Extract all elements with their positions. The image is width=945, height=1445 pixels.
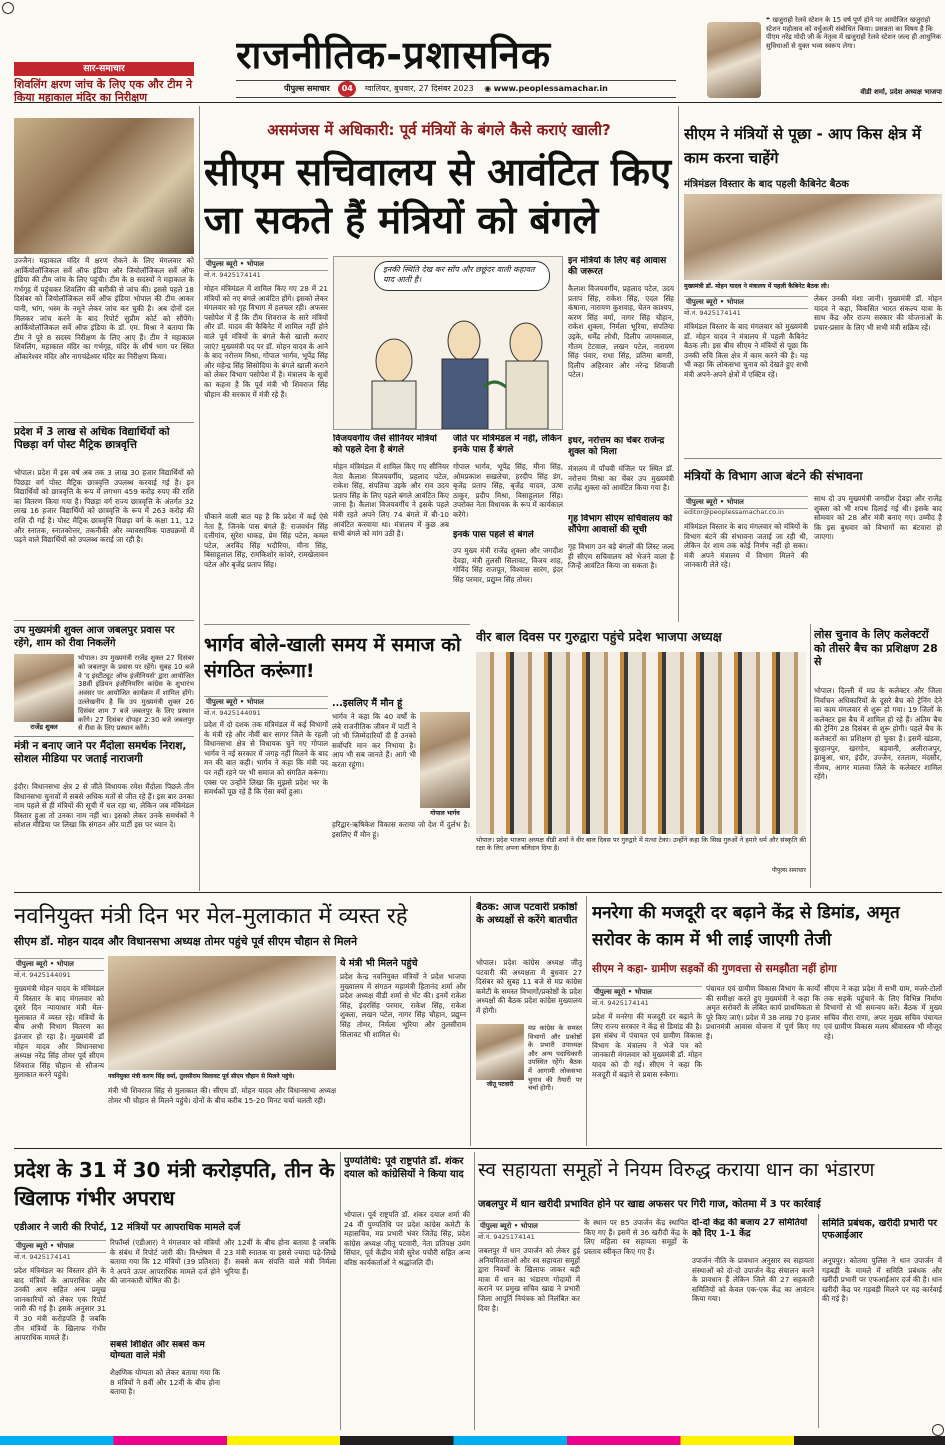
portfolio-email: editor@peoplessamachar.co.in [684,508,784,516]
bhargav-quote-title: ...इसलिए मैं मौन हूं [332,698,403,709]
print-color-bar [0,1436,945,1445]
mnrega-body: प्रदेश में मनरेगा की मजदूरी दर बढ़ाने के लिए राज्य सरकार ने केंद्र से डिमांड की है। इस संबंध में पंचायत एवं ग्रामीण विकास विभाग के मंत्रालय ने भेजे पत्र को जानकारी मंगलवार को मुख्यमंत्री डॉ. मोहन यादव को दी गई। सीएम ने कहा कि मजदूरी में बढ़ाने से प्रवास रुकेगा। [592,1012,702,1079]
shukla-text: भोपाल। उप मुख्यमंत्री राजेंद्र शुक्ल 27 दिसंबर को जबलपुर के प्रवास पर रहेंगे। सुबह 10 बजे वे 'द इंस्टीट्यूट ऑफ इंजीनियर्स' द्वारा आयोजित 38वीं इंडियन इंजीनियरिंग कांग्रेस के शुभारंभ अवसर पर आयोजित कार्यक्रम में शामिल होंगे। उल्लेखनीय है कि उप मुख्यमंत्री शुक्ल 26 दिसंबर शाम 7 बजे जबलपुर के लिए प्रस्थान करेंगे। 27 दिसंबर दोपहर 2:30 बजे जबलपुर से रीवा के लिए प्रस्थान करेंगे। [78,654,194,733]
new-minister-byline: पीपुल्स ब्यूरो • भोपाल [14,958,104,971]
sub2-text: गोपाल भार्गव, भूपेंद्र सिंह, मीना सिंह, ओमप्रकाश सखलेचा, हरदीप सिंह डंग, बृजेंद्र प्रताप सिंह, बृजेंद्र यादव, ऊषा ठाकुर, प्रदीप मिश्रा, विसाहूलाल सिंह। उपरोक्त नेता विधायक के रूप में कार्यकाल करेंगे। [453,462,563,519]
cabinet-byline: पीपुल्स ब्यूरो • भोपाल [684,296,808,309]
right-sub2-headline: इधर, नरोत्तम का चेंबर राजेन्द्र शुक्ल को मिला [568,436,665,457]
lead-brief-text: उज्जैन। महाकाल मंदिर में क्षरण रोकने के लिए मंगलवार को आर्कियोलॉजिकल सर्वे ऑफ इंडिया और जियोलॉजिकल सर्वे ऑफ इंडिया की टीम जांच के लिए पहुंची। टीम के 8 सदस्यों ने महाकाल के गर्भगृह में पहुंचकर शिवलिंग की बारीकी से जांच की। इससे पहले 18 दिसंबर को जियोलॉजिकल सर्वे ऑफ इंडिया भोपाल की टीम आकर पानी, भांग, भस्म के नमूने लेकर जांच कर चुकी है। अब दोनों दल मिलकर जांच करने के बाद रिपोर्ट सुप्रीम कोर्ट को सौंपेंगे। आर्कियोलॉजिकल सर्वे ऑफ इंडिया के डॉ. एम. मिश्रा ने बताया कि टीम ने पूरे 8 सदस्य निरीक्षण के लिए आए हैं। टीम ने महाकाल शिवलिंग, महाकाल मंदिर का गर्भगृह, मंदिर के शीर्ष भाग पर स्थित ओंकारेश्वर मंदिर और नागचंद्रेश्वर मंदिर का निरीक्षण किया। [14,256,194,361]
ministers-visit-text: प्रदेश केन्द्र नवनियुक्त मंत्रियों ने प्रदेश भाजपा मुख्यालय में संगठन महामंत्री हितानंद शर्मा और प्रदेश अध्यक्ष वीडी शर्मा से भेंट की। इनमें राकेश सिंह, इंदरसिंह परमार, राकेश सिंह, राकेश शुक्ला, लखन पटेल, नागर सिंह चौहान, प्रद्युम्न सिंह तोमर, निर्मला भूरिया और तुलसीराम सिलावट भी शामिल थे। [340,972,466,1039]
crorepati-body: प्रदेश मंत्रिमंडल का विस्तार होने के बाद मंत्रियों के आपराधिक और उनकी आय सहित अन्य प्रमुख जानकारियों को लेकर एक रिपोर्ट जारी की गई है। इसके अनुसार 31 में 30 मंत्री करोड़पति हैं जबकि तीन मंत्रियों के खिलाफ गंभीर आपराधिक मामले हैं। [14,1266,106,1343]
maindola-text: इंदौर। विधानसभा क्षेत्र 2 से जीते विधायक रमेश मैंदोला पिछले तीन विधानसभा चुनावों में सबसे अधिक मतों से जीत रहे हैं। इस बार उनका नाम पहले से ही मंत्रियों की सूची में चल रहा था, लेकिन जब मंत्रिमंडल विस्तार हुआ तो उनका नाम नहीं था। इसको लेकर उनके समर्थकों ने सोशल मीडिया पर लिखा कि संगठन और पार्टी इस पर ध्यान दे। [14,782,194,830]
patwari-body-2: मप्र कांग्रेस के समस्त विभागों और प्रकोष्ठों के प्रभारी उपाध्यक्ष और अन्य पदाधिकारी उपस्थित रहेंगे। बैठक में आगामी लोकसभा चुनाव की तैयारी पर चर्चा होगी। [528,1024,582,1093]
cabinet-body-right: लेकर उनकी मंशा जानी। मुख्यमंत्री डॉ. मोहन यादव ने कहा, विकसित भारत संकल्प यात्रा के साथ केंद्र और राज्य सरकार की योजनाओं के प्रचार-प्रसार के लिए भी सभी मंत्री सक्रिय रहें। [814,294,942,332]
veer-baal-headline: वीर बाल दिवस पर गुरुद्वारा पहुंचे प्रदेश भाजपा अध्यक्ष [476,629,722,644]
new-minister-headline: नवनियुक्त मंत्री दिन भर मेल-मुलाकात में व्यस्त रहे [14,904,408,929]
mnrega-subhead: सीएम ने कहा- ग्रामीण सड़कों की गुणवत्ता से समझौता नहीं होगा [592,963,837,975]
collectors-body: भोपाल। दिल्ली में मप्र के कलेक्टर और जिला निर्वाचन अधिकारियों के दूसरे बैच को ट्रेनिंग देने का काम मंगलवार से शुरू हो गया। 19 जिलों के कलेक्टर इस बैच में शामिल हो रहे हैं। अंतिम बैच की ट्रेनिंग 28 दिसंबर से शुरू होगी। पहले बैच के कलेक्टरों का प्रशिक्षण हो चुका है। इसमें खंडवा, बुरहानपुर, खरगोन, बड़वानी, अलीराजपुर, झाबुआ, धार, इंदौर, उज्जैन, रतलाम, मंदसौर, नीमच, आगर मालवा जिले के कलेक्टर शामिल रहेंगे। [814,686,942,782]
right-sub3-headline: गृह विभाग सीएम सचिवालय को सौंपेगा आवासों की सूची [568,514,673,535]
leader-portrait [707,22,761,98]
shukla-photo [14,654,74,722]
cabinet-caption: मुख्यमंत्री डॉ. मोहन यादव ने मंत्रालय में पहली कैबिनेट बैठक ली। [684,283,830,290]
cabinet-photo [684,194,942,280]
dhaan-body: जबलपुर में धान उपार्जन को लेकर हुई अनियमितताओं और स्व सहायता समूहों द्वारा नियमों के खिलाफ जाकर बड़ी मात्रा में धान का भंडारण गोदामों में कराने पर प्रमुख सचिव खाद्य ने प्रभारी जिला आपूर्ति नियंत्रक को निलंबित कर दिया है। [478,1246,580,1313]
sub3-text: उप मुख्य मंत्री राजेंद्र शुक्ला और जगदीश देवड़ा, मंत्री तुलसी सिलावट, विजय शाह, गोविंद सिंह राजपूत, विश्वास सारंग, इंदर सिंह परमार, प्रद्युम्न सिंह तोमर। [453,546,563,584]
paper-name: पीपुल्स समाचार [284,84,330,93]
sub1-headline: विजयवर्गीय जैसे सीनियर मंत्रियों को पहले देना है बंगले [333,434,437,455]
crorepati-body-2: रिफॉर्म्स (एडीआर) ने मंगलवार को मंत्रियों के संबंध में रिपोर्ट जारी की। विश्लेषण में बताया गया कि 12 मंत्रियों (39 प्रतिशत) ने अपने ऊपर आपराधिक मामले दर्ज होने की जानकारी घोषित की है। [110,1238,220,1286]
dhaan-body-2: के स्थान पर 85 उपार्जन केंद्र स्थापित किए गए हैं। इसमें से 36 खरीदी केंद्र के लिए महिला स्व सहायता समूहों के प्रस्ताव स्वीकृत किए गए हैं। [584,1218,688,1256]
cabinet-mobile: मो.नं. 9425174141 [684,309,741,317]
dhaan-headline: स्व सहायता समूहों ने नियम विरुद्ध कराया धान का भंडारण [478,1159,875,1181]
new-minister-body-2: मंत्री भी शिवराज सिंह से मुलाकात की। सीएम डॉ. मोहन यादव और विधानसभा अध्यक्ष तोमर भी चौहान से मिलने पहुंचे। दोनों के बीच करीब 15-20 मिनट चर्चा चलती रही। [108,1086,336,1105]
veer-baal-photo [476,652,806,834]
educated-text: शैक्षणिक योग्यता को लेकर बताया गया कि 8 मंत्रियों ने 8वीं और 12वीं के बीच होना बताया है। [110,1368,220,1397]
right-sub1-headline: इन मंत्रियों के लिए बड़े आवास की जरूरत [568,256,667,277]
right-sub2-text: मंत्रालय में पाँचवी मंजिल पर स्थित डॉ. नरोत्तम मिश्रा का चेंबर उप मुख्यमंत्री राजेंद्र शुक्ला को आवंटित किया गया है। [568,464,674,493]
patwari-body: भोपाल। प्रदेश कांग्रेस अध्यक्ष जीतू पटवारी की अध्यक्षता में बुधवार 27 दिसंबर को सुबह 11 बजे से मप्र कांग्रेस कमेटी के समस्त विभागों/प्रकोष्ठों के प्रदेश अध्यक्षों की बैठक प्रदेश कांग्रेस मुख्यालय में होगी। [476,958,582,1015]
new-minister-body: मुख्यमंत्री मोहन यादव के मंत्रिमंडल में विस्तार के बाद मंगलवार को दूसरे दिन न्यायाधार मंत्री मेल-मुलाकात में व्यस्त रहे। मंत्रियों के बीच अभी विभाग वितरण का इंतजार हो रहा है। मुख्यमंत्री डॉ मोहन यादव और विधानसभा अध्यक्ष नरेंद्र सिंह तोमर पूर्व सीएम शिवराज सिंह चौहान से सौजन्य मुलाकात करने पहुंचे। [14,984,104,1080]
masthead-title: राजनीतिक-प्रशासनिक [236,33,552,76]
portfolio-byline: पीपुल्स ब्यूरो • भोपाल [684,496,808,509]
shukla-headline: उप मुख्यमंत्री शुक्ल आज जबलपुर प्रवास पर रहेंगे, शाम को रीवा निकलेंगे [14,625,175,649]
veer-baal-credit: पीपुल्स समाचार [771,867,806,874]
sub2-headline: जीते पर मंत्रिमंडल में नहीं, लेकिन इनके पास हैं बंगले [453,434,562,455]
educated-headline: सबसे शिक्षित और सबसे कम योग्यता वाले मंत्री [110,1340,205,1361]
sub1-text: मोहन मंत्रिमंडल में शामिल किए गए सीनियर नेता कैलाश विजयवर्गीय, प्रहलाद पटेल, राकेश सिंह, संपतिया उइके और राव उदय प्रताप सिंह के लिए पहले बंगले आवंटित किए जाना है। कैलाश विजयवर्गीय ने इसके पहले मंत्री रहते अपने लिए 74 बंगले में बी-10 आवंटित करवाया था। मंत्रालय में कुछ अब सभी बंगले को मांग उठी है। [333,462,449,539]
lead-body: मोहन मंत्रिमंडल में शामिल किए गए 28 में 21 मंत्रियों को नए बंगले आवंटित होंगे। इसको लेकर मंगलवार को गृह विभाग में हलचल रही। अफसर पसोपेश में हैं कि टीम शिवराज के सारे मंत्रियों और डॉ. यादव की कैबिनेट में शामिल नहीं होने वाले पूर्व मंत्रियों के बंगले कैसे खाली कराए जाएं? मुख्यमंत्री पद पर डॉ. मोहन यादव के आने के बाद नरोत्तम मिश्रा, गोपाल भार्गव, भूपेंद्र सिंह और महेन्द्र सिंह सिसोदिया के बंगले खाली कराने को लेकर विभाग पसोपेश में है। मंत्रालय के सूत्रों का कहना है कि पूर्व मंत्री भी शिवराज सिंह चौहान की सरकार में मंत्री रहे हैं। [204,284,328,399]
punyatithi-headline: पुण्यतिथि: पूर्व राष्ट्रपति डॉ. शंकर दयाल को कांग्रेसियों ने किया याद [344,1156,464,1180]
quote-author: वीडी शर्मा, प्रदेश अध्यक्ष भाजपा [860,88,942,96]
fir-headline: समिति प्रबंधक, खरीदी प्रभारी पर एफआईआर [822,1218,938,1241]
mnrega-mobile: मो.नं. 9425174141 [592,999,649,1007]
mnrega-byline: पीपुल्स ब्यूरो • भोपाल [592,986,702,999]
cartoon [333,256,563,430]
cabinet-subhead: मंत्रिमंडल विस्तार के बाद पहली कैबिनेट बैठक [684,179,849,190]
masthead-quote: ❝ खजुराहो रेलवे स्टेशन के 15 वर्ष पूर्ण होने पर आयोजित खजुराहो स्टेशन महोत्सव को वर्चुअली संबोधित किया। प्रसन्नता का विषय है कि पीएम नरेंद्र मोदी जी के नेतृत्व में खजुराहो रेलवे स्टेशन जल्द ही आधुनिक सुविधाओं से युक्त भव्य स्वरूप लेगा। [766,16,942,50]
cartoon-bubble: इनकी स्थिति देख कर साँप और छछूंदर वाली कहावत याद आती है। [374,261,550,291]
crorepati-headline: प्रदेश के 31 में 30 मंत्री करोड़पति, तीन के खिलाफ गंभीर अपराध [14,1158,335,1210]
portfolio-body-right: साथ दो उप मुख्यमंत्री जगदीश देवड़ा और राजेंद्र शुक्ला को भी शपथ दिलाई गई थी। इसके बाद सोमवार को 28 और मंत्री बनाए गए। उम्मीद है कि इस बुधवार को विभागों का बंटवारा हो जाएगा। [814,494,942,542]
masthead-strip [236,80,676,98]
bhargav-mobile: मो.नं. 9425144091 [204,709,261,717]
cabinet-headline: सीएम ने मंत्रियों से पूछा - आप किस क्षेत्र में काम करना चाहेंगे [684,125,922,167]
portfolio-body: मंत्रिमंडल विस्तार के बाद मंगलवार को मंत्रियों के विभाग बंटने की संभावना जताई जा रही थी, लेकिन देर शाम तक कोई निर्णय नहीं हो सका। मंत्री अपने मंत्रालय में विभाग मिलने की जानकारी लेते रहे। [684,522,808,570]
cabinet-body: मंत्रिमंडल विस्तार के बाद मंगलवार को मुख्यमंत्री डॉ. मोहन यादव ने मंत्रालय में पहली कैबिनेट बैठक ली। इस बीच सीएम ने मंत्रियों से पूछा कि उनकी रुचि किस क्षेत्र में काम करने की है। यह भी कहा कि लोकसभा चुनाव को देखते हुए सभी मंत्री अपने-अपने क्षेत्रों में एक्टिव रहें। [684,322,808,379]
bhargav-body: प्रदेश में दो दशक तक मंत्रिमंडल में कई विभागों के मंत्री रहे और नौवीं बार सागर जिले के रहली विधानसभा क्षेत्र से विधायक चुने गए गोपाल भार्गव ने नई सरकार में जगह नहीं मिलने के बाद मन की बात कही। भार्गव ने कहा कि मंत्री पद पर नहीं रहने पर भी समाज को संगठित करूंगा। एक्स पर उन्होंने लिखा कि मुझसे प्रदेश भर के समर्थकों पूछ रहे हैं कि ऐसा क्यों हुआ। [204,720,328,797]
mnrega-body-3: सीएम ने कहा प्रदेश में सभी ग्राम, मजरे-टोलों तक सड़कें पहुंचाने के लिए विभिन्न निर्माण विभागों से भी समन्वय करें। बैठक में मुख्य सचिव वीरा राणा, अपर मुख्य सचिव पंचायत एवं ग्रामीण विकास मलय श्रीवास्तव भी मौजूद रहे। [824,984,942,1041]
page-number: 04 [338,81,356,97]
cartoon-drawing [334,291,563,430]
bhargav-headline: भार्गव बोले-खाली समय में समाज को संगठित करूंगा! [204,634,461,682]
lead-kicker: असमंजस में अधिकारी: पूर्व मंत्रियों के बंगले कैसे कराएं खाली? [267,121,611,139]
temple-photo [14,118,194,254]
dhaan-mobile: मो.नं. 9425174141 [478,1233,535,1241]
quote-mark-icon: ❝ [766,16,773,24]
punyatithi-body: भोपाल। पूर्व राष्ट्रपति डॉ. शंकर दयाल शर्मा की 24 वीं पुण्यतिथि पर प्रदेश कांग्रेस कमेटी के महासचिव, मप्र प्रभारी भंवर जितेंद्र सिंह, प्रदेश कांग्रेस अध्यक्ष जीतू पटवारी, नेता प्रतिपक्ष उमंग सिंघार, पूर्व केंद्रीय मंत्री सुरेश पचौरी सहित अन्य वरिष्ठ कार्यकर्ताओं ने श्रद्धांजलि दी। [344,1210,470,1267]
patwari-caption: जीतू पटवारी [486,1081,514,1088]
crorepati-body-3: और 12वीं के बीच होना बताया है जबकि 23 मंत्री स्नातक या इससे ज्यादा पढ़े-लिखे हैं। सबसे कम संपत्ति वाले मंत्री निर्मला भूरिया हैं। [224,1238,336,1276]
mnrega-headline: मनरेगा की मजदूरी दर बढ़ाने केंद्र से डिमांड, अमृत सरोवर के काम में भी लाई जाएगी तेजी [592,903,900,950]
ministers-visit-headline: ये मंत्री भी मिलने पहुंचे [340,958,418,969]
bhargav-quote-text: भार्गव ने कहा कि 40 वर्षों के लंबे राजनीतिक जीवन में पार्टी ने जो भी जिम्मेदारियाँ दी हैं उनको सर्वोपरि मान कर निभाया है। आप भी सब जानते हैं। आगे भी करता रहूंगा। [332,712,416,769]
bhargav-photo [420,712,470,808]
new-minister-mobile: मो.नं. 9425144091 [14,971,71,979]
registration-mark-icon [2,2,14,14]
right-sub1-text: कैलाश विजयवर्गीय, प्रहलाद पटेल, उदय प्रताप सिंह, राकेश सिंह, एदल सिंह कंषाना, नारायण कुशवाह, चेतन काश्यप, करण सिंह वर्मा, नागर सिंह चौहान, राकेश शुक्ला, निर्मला भूरिया, संपतिया उइके, धर्मेंद्र लोधी, दिलीप जायसवाल, गौतम टेटवाल, लखन पटेल, नारायण सिंह पंवार, राधा सिंह, प्रतिमा बागरी, दिलीप अहिरवार और नरेन्द्र शिवाजी पटेल। [568,284,674,380]
crorepati-subhead: एडीआर ने जारी की रिपोर्ट, 12 मंत्रियों पर आपराधिक मामले दर्ज [14,1222,241,1233]
dateline: ग्वालियर, बुधवार, 27 दिसंबर 2023 [364,84,474,93]
new-minister-subhead: सीएम डॉ. मोहन यादव और विधानसभा अध्यक्ष तोमर पहुंचे पूर्व सीएम चौहान से मिलने [14,935,358,948]
lead-headline: सीएम सचिवालय से आवंटित किए जा सकते हैं मंत्रियों को बंगले [204,150,671,242]
veer-baal-caption: भोपाल। प्रदेश भाजपा अध्यक्ष वीडी शर्मा ने वीर बाल दिवस पर गुरुद्वारे में मत्था टेका। उन्होंने कहा कि सिख गुरुओं ने हमारे धर्म और संस्कृति की रक्षा के लिए अपना बलिदान दिया है। [476,836,806,852]
bhargav-caption: गोपाल भार्गव [430,810,460,817]
website: www.peoplessamachar.in [493,84,608,93]
dhaan-subhead: जबलपुर में धान खरीदी प्रभावित होने पर खाद्य अफसर पर गिरी गाज, कोतमा में 3 पर कार्रवाई [478,1199,821,1210]
sub3-headline: इनके पास पहले से बंगले [453,530,534,540]
patwari-headline: बैठक: आज पटवारी प्रकोष्ठों के अध्यक्षों से करेंगे बातचीत [476,902,578,926]
bhargav-body-2: हरिद्वार-ऋषिकेश विकास कराया जो देश में दुर्लभ है। इसलिए मैं मौन हूं। [332,820,470,839]
lead-brief-headline: शिवलिंग क्षरण जांच के लिए एक और टीम ने किया महाकाल मंदिर का निरीक्षण [14,78,193,104]
scholarship-headline: प्रदेश में 3 लाख से अधिक विद्यार्थियों को पिछड़ा वर्ग पोस्ट मैट्रिक छात्रवृत्ति [14,426,170,451]
samiti-headline: दो-दो केंद्र की बजाय 27 समितियों को दिए 1-1 केंद्र [692,1218,808,1239]
new-minister-photo-caption: नवनियुक्त मंत्री करण सिंह वर्मा, तुलसीराम सिलावट पूर्व सीएम चौहान से मिलने पहुंचे। [108,1073,295,1080]
dhaan-byline: पीपुल्स ब्यूरो • भोपाल [478,1220,580,1233]
scholarship-text: भोपाल। प्रदेश में इस वर्ष अब तक 3 लाख 30 हजार विद्यार्थियों को पिछड़ा वर्ग पोस्ट मैट्रिक छात्रवृत्ति उपलब्ध करवाई गई है। इन विद्यार्थियों को छात्रवृत्ति के रूप में लगभग 459 करोड़ रुपए की राशि का वितरण किया गया है। पिछड़ा वर्ग राज्य छात्रवृत्ति के अंतर्गत 32 लाख 16 हजार विद्यार्थियों को छात्रवृत्ति के रूप में 263 करोड़ की राशि दी गई है। पोस्ट मैट्रिक छात्रवृत्ति पिछड़ा वर्ग के कक्षा 11, 12 और स्नातक, स्नातकोत्तर, तकनीकी और व्यावसायिक पाठ्यक्रमों में पढ़ने वाले विद्यार्थियों को उपलब्ध कराई जा रही है। [14,468,194,545]
bhargav-byline: पीपुल्स ब्यूरो • भोपाल [204,696,328,709]
crorepati-mobile: मो.नं. 9425174141 [14,1253,71,1261]
registration-mark-icon [932,1424,944,1436]
lead-body-2: चौंकाने वाली बात यह है कि प्रदेश में कई ऐसे नेता हैं, जिनके पास बंगले हैं: राजवर्धन सिंह दत्तीगांव, सुरेश धाकड़, प्रेम सिंह पटेल, कमल पटेल, अरविंद सिंह भदौरिया, मीना सिंह, बिसाहूलाल सिंह, रामकिशोर कांवरे, रामखेलावन पटेल और बृजेंद्र प्रताप सिंह। [204,512,328,569]
lead-mobile: मो.नं. 9425174141 [204,271,261,279]
crorepati-byline: पीपुल्स ब्यूरो • भोपाल [14,1240,106,1253]
globe-icon: ◉ [484,84,492,93]
portfolio-headline: मंत्रियों के विभाग आज बंटने की संभावना [684,469,863,483]
collectors-headline: लोस चुनाव के लिए कलेक्टरों को तीसरे बैच का प्रशिक्षण 28 से [814,628,938,668]
section-label: सार-समाचार [14,62,194,76]
samiti-text: उपार्जन नीति के प्रावधान अनुसार स्व सहायता संस्थाओं को दो-दो उपार्जन केंद्र संचालन करने के प्रावधान हैं लेकिन जिले की 27 सहकारी समितियों को केवल एक-एक केंद्र का आवंटन किया गया। [692,1256,814,1304]
patwari-photo [476,1024,524,1080]
fir-text: अनूपपुर। कोतमा पुलिस ने धान उपार्जन में गड़बड़ी के मामले में समिति प्रबंधक और खरीदी प्रभारी पर एफआईआर दर्ज की है। धान खरीदी केंद्र पर गड़बड़ी मिलने पर यह कार्रवाई की गई है। [822,1256,942,1304]
lead-byline: पीपुल्स ब्यूरो • भोपाल [204,258,328,271]
new-minister-photo [108,956,336,1070]
right-sub3-text: गृह विभाग उन बड़े बंगलों की लिस्ट जल्द ही सीएम सचिवालय को भेजने वाला है जिन्हें आवंटित किया जा सकता है। [568,542,674,571]
maindola-headline: मंत्री न बनाए जाने पर मैंदोला समर्थक निराश, सोशल मीडिया पर जताई नाराजगी [14,740,187,765]
shukla-caption: राजेंद्र शुक्ल [30,723,58,731]
mnrega-body-2: पंचायत एवं ग्रामीण विकास विभाग के कार्यों की समीक्षा करते हुए मुख्यमंत्री ने कहा कि अमृत सरोवरों के लंबित कार्य प्राथमिकता से पूरे किए जाएं। प्रदेश में 38 लाख 70 हजार प्रधानमंत्री आवास योजना में पूर्ण किए गए हैं। [706,984,820,1041]
